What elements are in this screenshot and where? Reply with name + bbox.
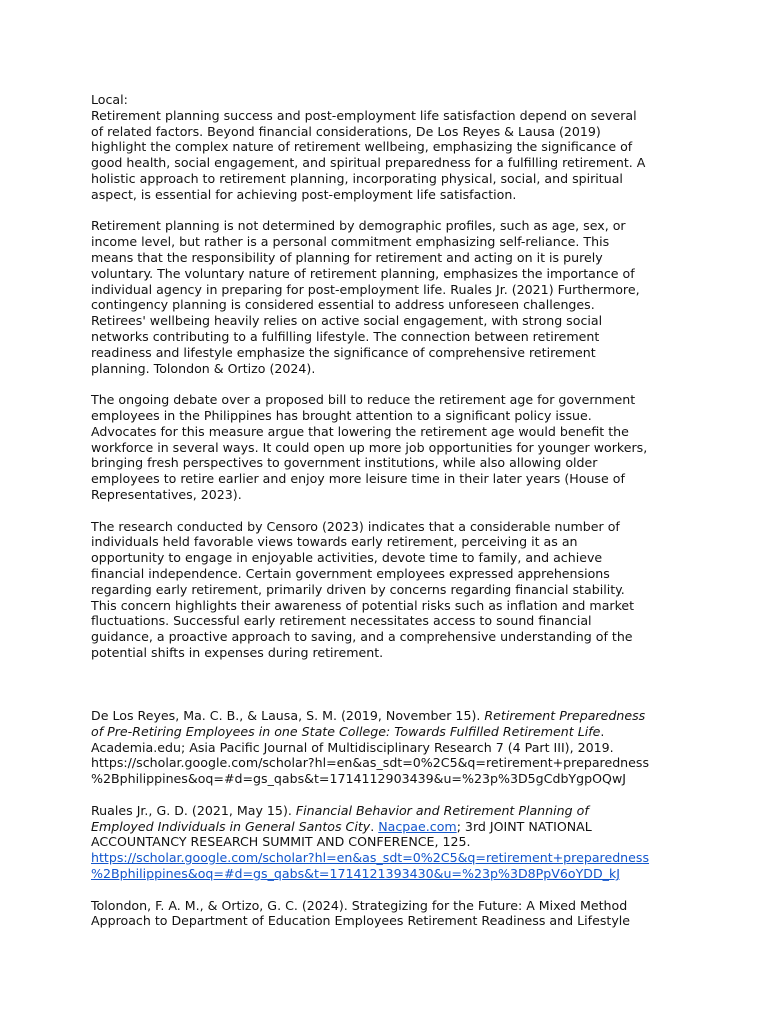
paragraph-line: networks contributing to a fulfilling lifestyle. The connection between retirement	[91, 328, 600, 344]
reference-source: ; 3rd JOINT NATIONAL	[456, 818, 592, 834]
paragraph-line: highlight the complex nature of retirement wellbeing, emphasizing the significance of	[91, 139, 633, 155]
paragraph-line: Retirement planning is not determined by demographic profiles, such as age, sex, or	[91, 218, 626, 234]
nacpae-link[interactable]: Nacpae.com	[378, 818, 457, 834]
scholar-link[interactable]: https://scholar.google.com/scholar?hl=en&as_sdt=0%2C5&q=retirement+preparedness	[91, 850, 650, 866]
paragraph-line: voluntary. The voluntary nature of retirement planning, emphasizes the importance of	[91, 265, 635, 281]
paragraph-line: This concern highlights their awareness of potential risks such as inflation and market	[91, 597, 635, 613]
paragraph-2	[91, 218, 683, 376]
reference-2	[91, 803, 683, 882]
paragraph-line: fluctuations. Successful early retirement necessitates access to sound financial	[91, 613, 592, 629]
paragraph-line: regarding early retirement, primarily driven by concerns regarding financial stability.	[91, 581, 625, 597]
reference-1	[91, 708, 683, 787]
paragraph-line: planning. Tolondon & Ortizo (2024).	[91, 360, 316, 376]
reference-url: https://scholar.google.com/scholar?hl=en&as_sdt=0%2C5&q=retirement+preparedness	[91, 755, 650, 771]
paragraph-line: opportunity to engage in enjoyable activities, devote time to family, and achieve	[91, 550, 603, 566]
section-heading: Local:	[91, 92, 128, 107]
scholar-link-continued[interactable]: %2Bphilippines&oq=#d=gs_qabs&t=1714121393430&u=%23p%3D8PpV6oYDD_kJ	[91, 866, 620, 882]
paragraph-line: guidance, a proactive approach to saving, and a comprehensive understanding of the	[91, 629, 633, 645]
paragraph-line: Retirees' wellbeing heavily relies on active social engagement, with strong social	[91, 313, 603, 329]
paragraph-3	[91, 392, 683, 503]
reference-title: of Pre-Retiring Employees in one State College: Towards Fulfilled Retirement Life	[91, 723, 601, 739]
reference-url-link[interactable]	[91, 866, 683, 882]
section-spacer	[91, 676, 683, 708]
paragraph-line: employees to retire earlier and enjoy more leisure time in their later years (House of	[91, 471, 625, 487]
paragraph-line: potential shifts in expenses during retirement.	[91, 644, 384, 660]
paragraph-line: good health, social engagement, and spiritual preparedness for a fulfilling retirement. A	[91, 155, 646, 171]
reference-line: Approach to Department of Education Employees Retirement Readiness and Lifestyle	[91, 913, 631, 929]
paragraph-line: income level, but rather is a personal commitment emphasizing self-reliance. This	[91, 234, 610, 250]
reference-url: %2Bphilippines&oq=#d=gs_qabs&t=1714112903439&u=%23p%3D5gCdbYgpOQwJ	[91, 771, 626, 787]
reference-authors: De Los Reyes, Ma. C. B., & Lausa, S. M. (2019, November 15).	[91, 708, 485, 724]
paragraph-line: aspect, is essential for achieving post-employment life satisfaction.	[91, 186, 517, 202]
reference-title: Retirement Preparedness	[484, 708, 646, 724]
reference-title: Financial Behavior and Retirement Planning of	[295, 802, 589, 818]
paragraph-line: Advocates for this measure argue that lowering the retirement age would benefit the	[91, 423, 629, 439]
reference-3	[91, 898, 683, 930]
reference-source: Academia.edu; Asia Pacific Journal of Multidisciplinary Research 7 (4 Part III), 2019.	[91, 739, 614, 755]
paragraph-line: bringing fresh perspectives to government institutions, while also allowing older	[91, 455, 598, 471]
paragraph-line: Retirement planning success and post-employment life satisfaction depend on several	[91, 107, 637, 123]
reference-line	[91, 724, 683, 740]
paragraph-4	[91, 519, 683, 661]
paragraph-line: holistic approach to retirement planning, incorporating physical, social, and spiritual	[91, 170, 623, 186]
paragraph-line: Representatives, 2023).	[91, 486, 242, 502]
paragraph-line: readiness and lifestyle emphasize the significance of comprehensive retirement	[91, 344, 596, 360]
paragraph-line: employees in the Philippines has brought attention to a significant policy issue.	[91, 407, 592, 423]
paragraph-line: of related factors. Beyond financial considerations, De Los Reyes & Lausa (2019)	[91, 123, 601, 139]
paragraph-line: The ongoing debate over a proposed bill to reduce the retirement age for government	[91, 392, 636, 408]
paragraph-line: individual agency in preparing for post-employment life. Ruales Jr. (2021) Furthermore,	[91, 281, 640, 297]
reference-punct: .	[600, 723, 605, 739]
paragraph-line: The research conducted by Censoro (2023) indicates that a considerable number of	[91, 518, 620, 534]
reference-line	[91, 803, 683, 819]
reference-source: ACCOUNTANCY RESEARCH SUMMIT AND CONFERENCE, 125.	[91, 834, 471, 850]
reference-line	[91, 819, 683, 835]
reference-line: Tolondon, F. A. M., & Ortizo, G. C. (2024). Strategizing for the Future: A Mixed Method	[91, 897, 628, 913]
paragraph-line: individuals held favorable views towards early retirement, perceiving it as an	[91, 534, 578, 550]
reference-authors: Ruales Jr., G. D. (2021, May 15).	[91, 802, 296, 818]
paragraph-line: contingency planning is considered essential to address unforeseen challenges.	[91, 297, 595, 313]
paragraph-line: workforce in several ways. It could open up more job opportunities for younger workers,	[91, 439, 648, 455]
paragraph-line: financial independence. Certain government employees expressed apprehensions	[91, 565, 610, 581]
document-page	[91, 92, 683, 945]
paragraph-line: means that the responsibility of planning for retirement and acting on it is purely	[91, 249, 603, 265]
reference-line	[91, 708, 683, 724]
reference-punct: .	[370, 818, 379, 834]
reference-title: Employed Individuals in General Santos City	[91, 818, 371, 834]
reference-url-link[interactable]	[91, 850, 683, 866]
paragraph-1	[91, 108, 683, 203]
